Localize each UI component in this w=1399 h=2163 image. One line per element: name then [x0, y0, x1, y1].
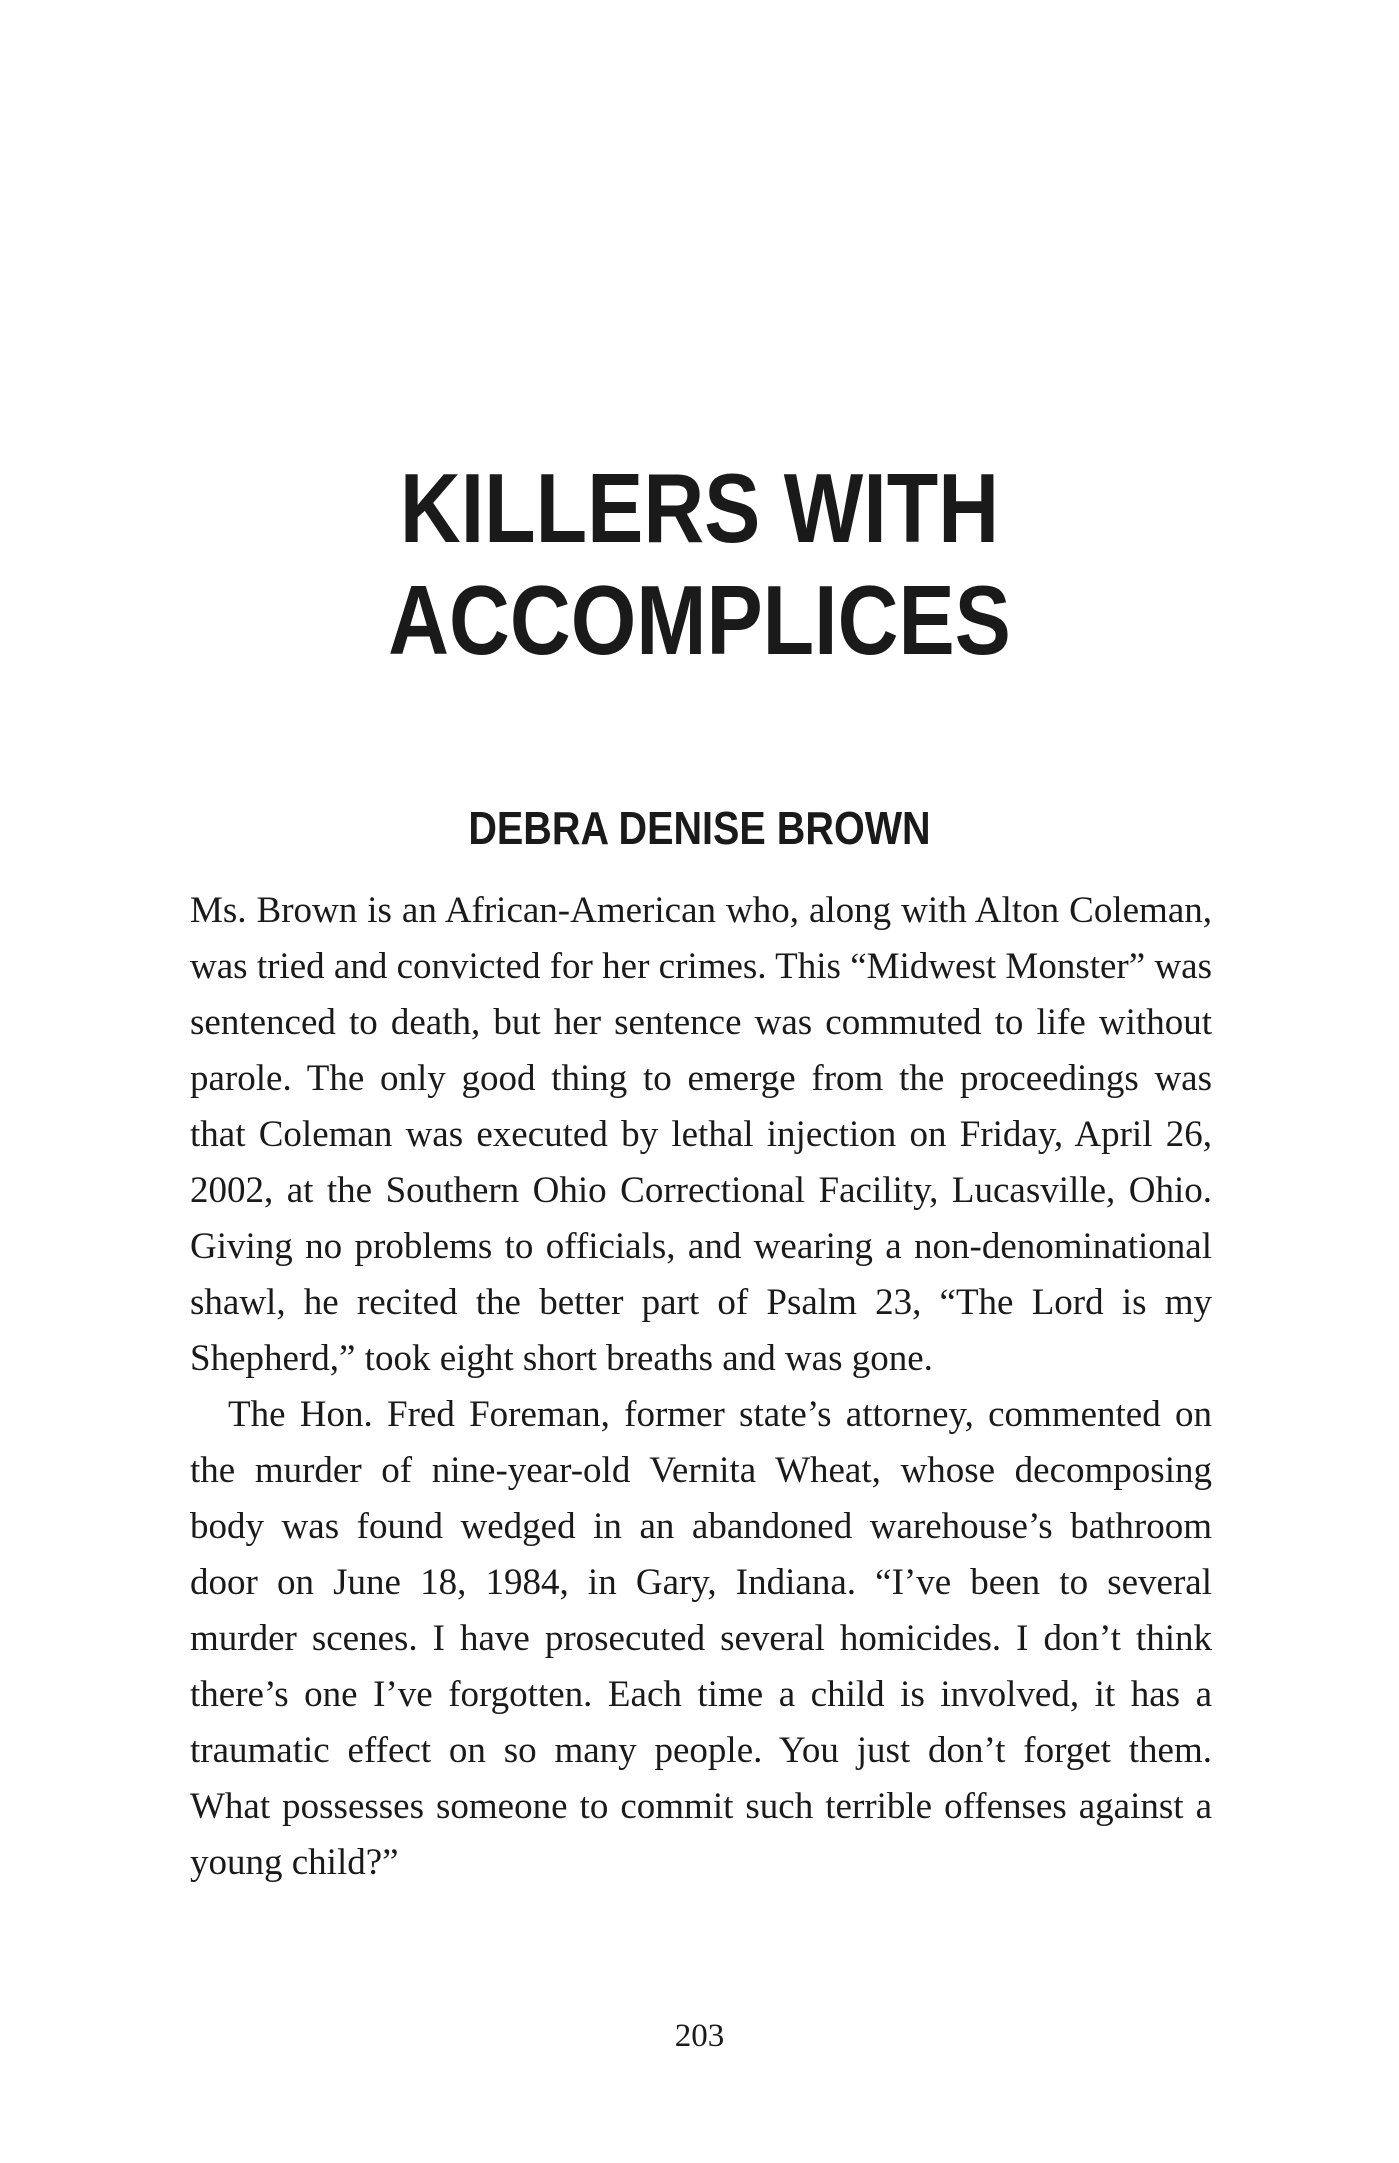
section-heading: DEBRA DENISE BROWN	[468, 802, 931, 854]
chapter-title-line-2: ACCOMPLICES	[388, 565, 1011, 675]
chapter-title-line-1: KILLERS WITH	[399, 453, 1000, 563]
body-text	[190, 883, 1212, 1891]
paragraph-1: Ms. Brown is an African-American who, along with Alton Coleman, was tried and convicted for her crimes. This “Midwest Monster” was sentenced to death, but her sentence was commuted to life without parole. The only good thing to emerge from the proceedings was that Coleman was executed by lethal injection on Friday, April 26, 2002, at the Southern Ohio Correctional Facility, Lucasville, Ohio. Giving no problems to officials, and wearing a non-denominational shawl, he recited the better part of Psalm 23, “The Lord is my Shepherd,” took eight short breaths and was gone.	[190, 890, 1212, 1379]
page-number: 203	[674, 2018, 725, 2054]
paragraph-2: The Hon. Fred Foreman, former state’s attorney, commented on the murder of nine-year-old Vernita Wheat, whose decomposing body was found wedged in an abandoned warehouse’s bathroom door on June 18, 1984, in Gary, Indiana. “I’ve been to several murder scenes. I have prosecuted several homicides. I don’t think there’s one I’ve forgotten. Each time a child is involved, it has a traumatic effect on so many people. You just don’t forget them. What possesses someone to commit such terrible offenses against a young child?”	[190, 1394, 1212, 1883]
chapter-title	[98, 452, 1301, 676]
